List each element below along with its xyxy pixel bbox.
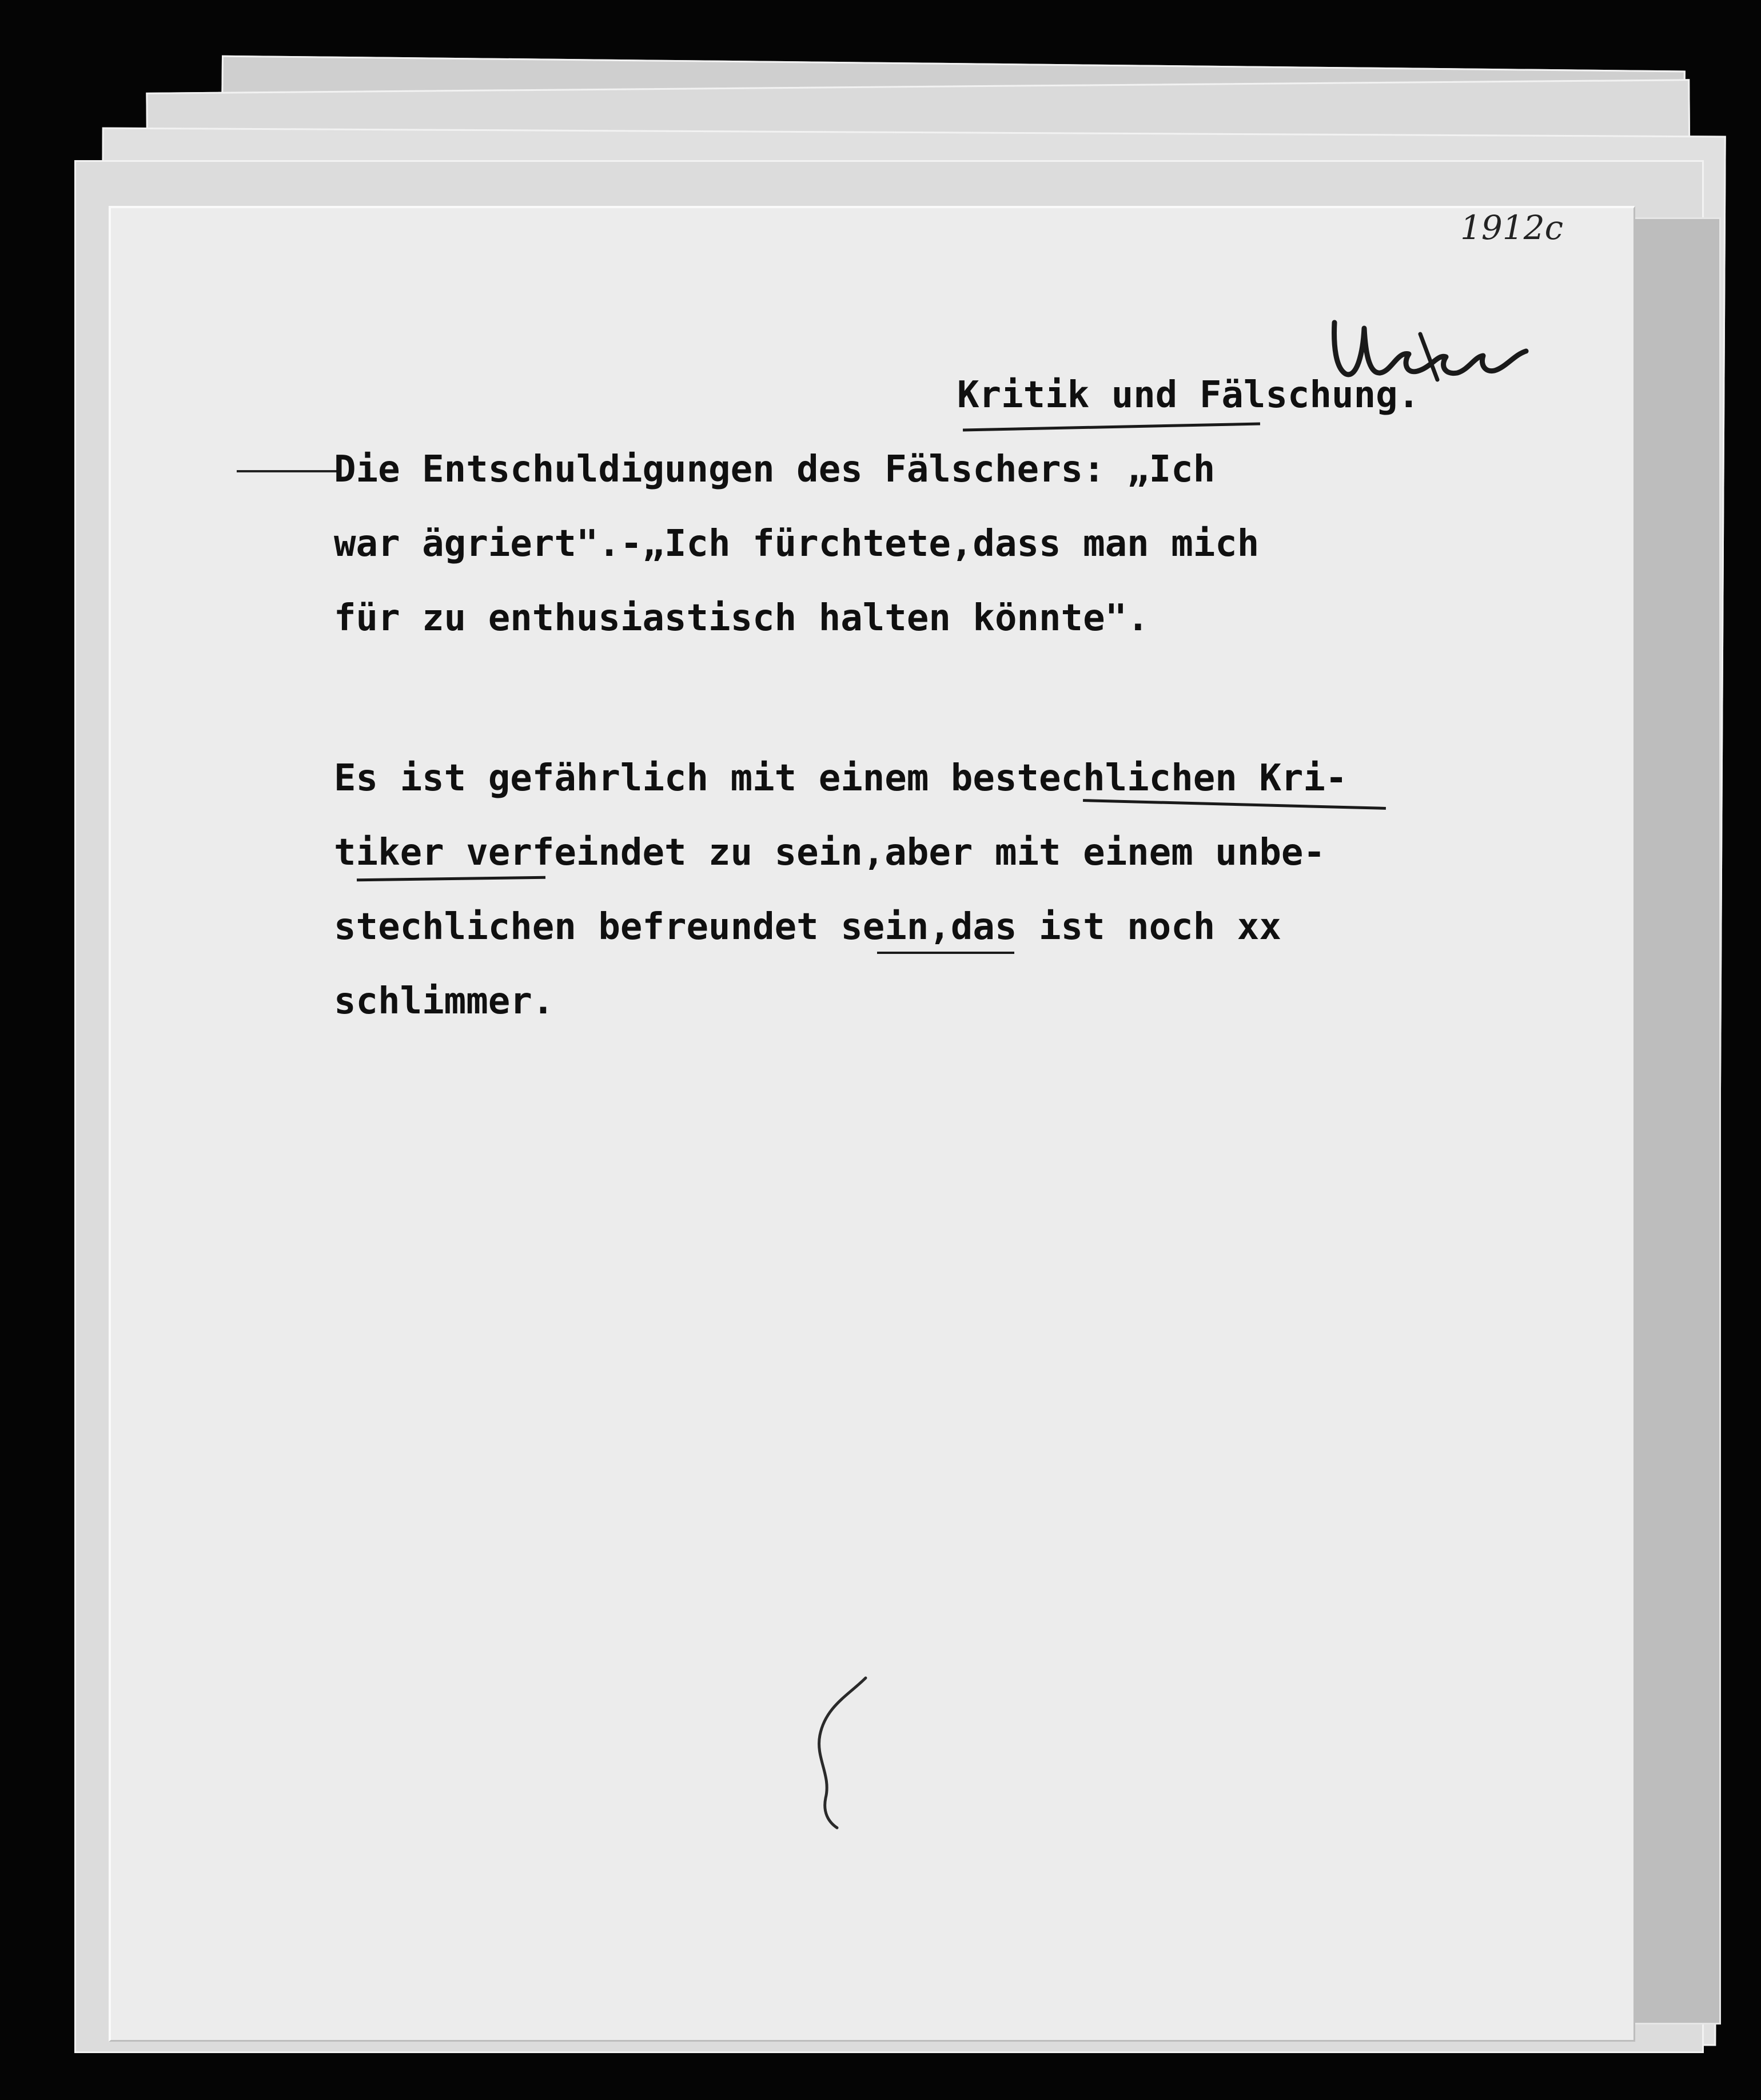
document-title: Kritik und Fälschung.: [957, 374, 1420, 416]
ink-underline: [1083, 799, 1386, 810]
ink-underline: [357, 876, 545, 882]
text-line: stechlichen befreundet sein,das ist noch xx: [334, 906, 1281, 948]
handwritten-date: 1912c: [1460, 208, 1564, 247]
text-line: war ägriert".-„Ich fürchtete,dass man mich: [334, 523, 1260, 565]
ink-strike: [877, 952, 1014, 954]
title-underline: [963, 423, 1260, 432]
background-sheet-edge: [1629, 217, 1721, 2025]
typed-page: [109, 206, 1635, 2042]
text-line: Die Entschuldigungen des Fälschers: „Ich: [334, 448, 1216, 491]
text-line: schlimmer.: [334, 980, 555, 1023]
pencil-stroke: [803, 1672, 877, 1832]
text-line: tiker verfeindet zu sein,aber mit einem unbe-: [334, 832, 1325, 874]
typed-text-block: [334, 374, 1563, 1093]
text-line: Es ist gefährlich mit einem bestechlichen Kri-: [334, 757, 1348, 800]
text-line: für zu enthusiastisch halten könnte".: [334, 597, 1149, 639]
margin-dash: [237, 470, 340, 472]
